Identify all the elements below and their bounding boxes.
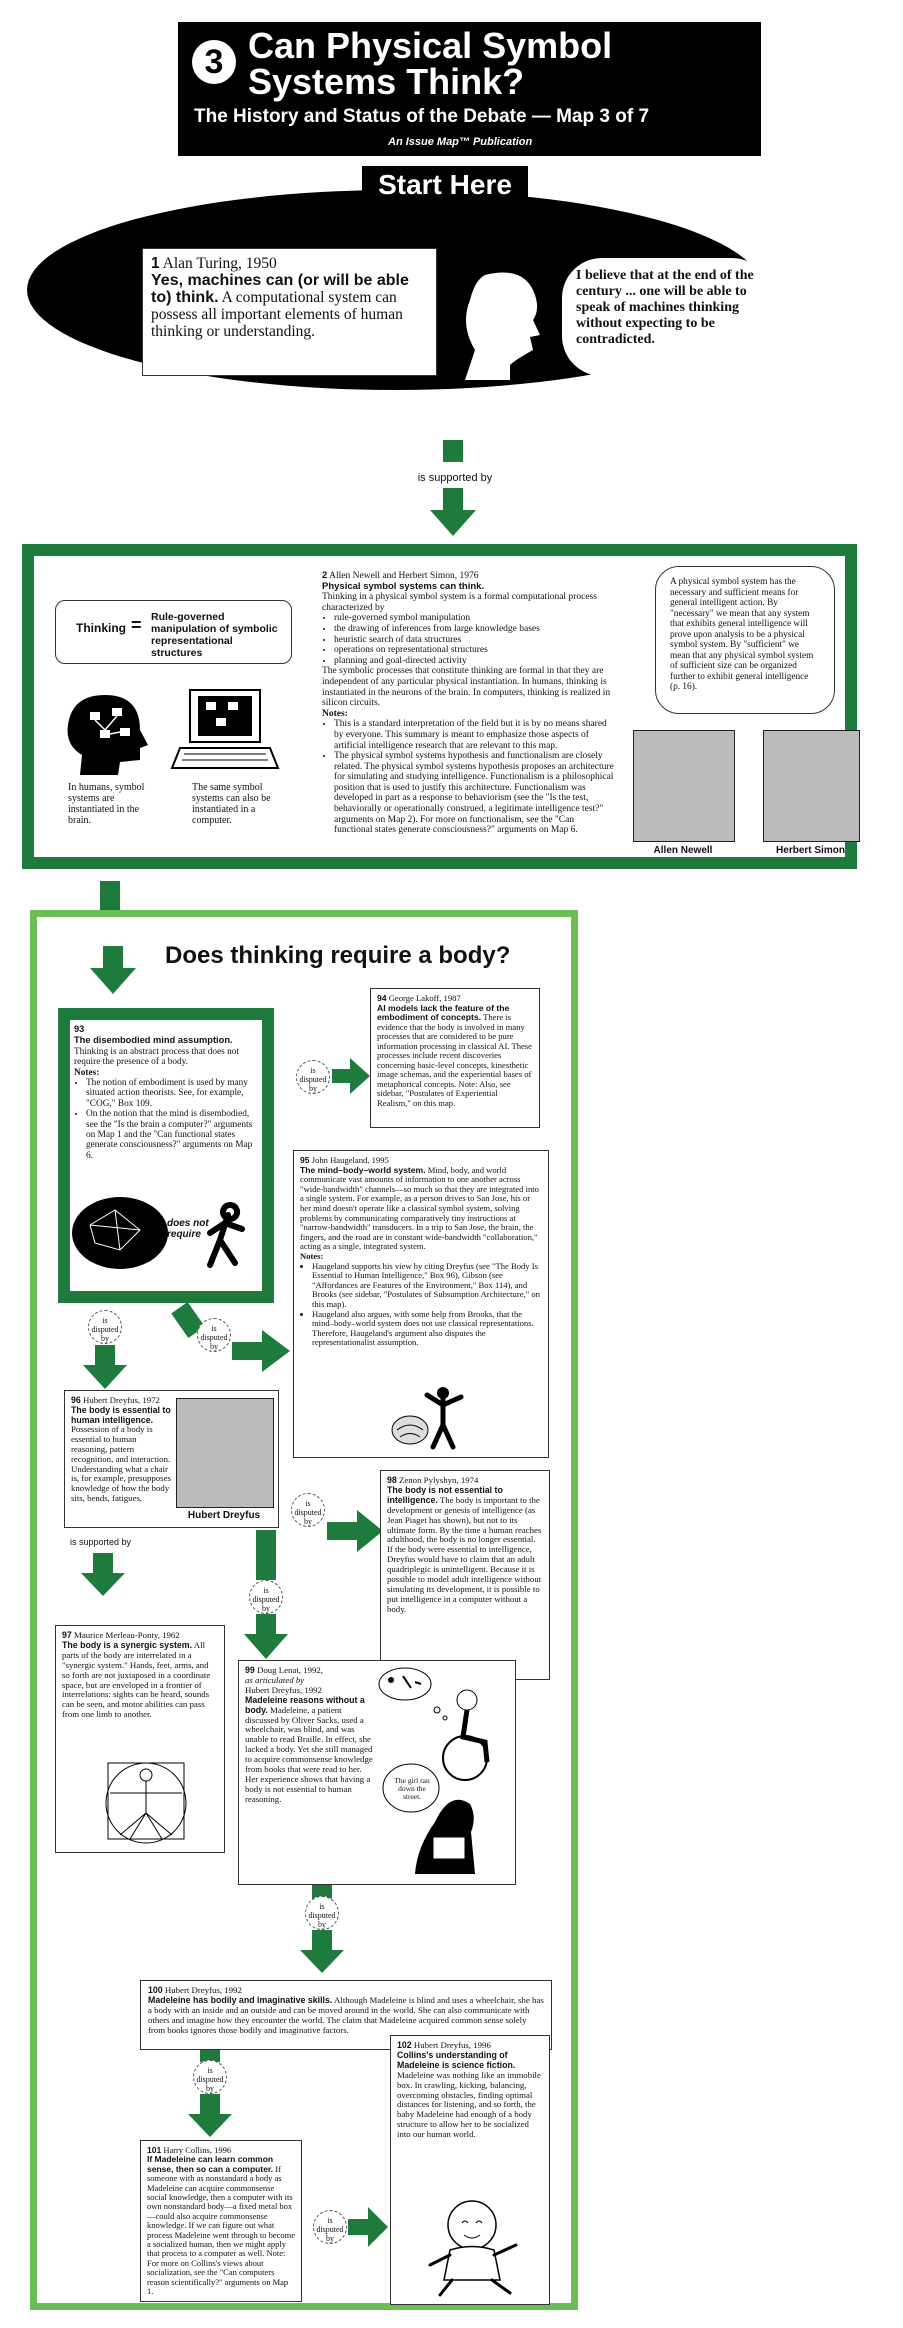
turing-text: A computational system can possess all important elements of human thinking or understanding. bbox=[151, 289, 403, 340]
claim-100-number: 100 bbox=[148, 1985, 163, 1995]
herbert-simon-photo bbox=[763, 730, 860, 842]
arrow-down-icon bbox=[80, 1553, 126, 1597]
pss-after: The symbolic processes that constitute thinking are formal in that they are independent of any particular physical instantiation. In humans, thinking is instantiated in the neurons of the brain. In computers, thinking is realized in silicon circuits. bbox=[322, 666, 611, 709]
hubert-dreyfus-name: Hubert Dreyfus bbox=[187, 1510, 261, 1521]
claim-98-box[interactable] bbox=[380, 1470, 550, 1680]
pss-quote-bubble bbox=[655, 566, 835, 714]
claim-93-title: The disembodied mind assumption. bbox=[74, 1035, 233, 1046]
disputed-badge: is disputed by bbox=[291, 1493, 325, 1527]
connector-stem bbox=[443, 440, 463, 462]
map-title: Can Physical Symbol Systems Think? bbox=[248, 25, 613, 102]
hubert-dreyfus-photo bbox=[176, 1398, 274, 1508]
claim-101-title: If Madeleine can learn common sense, then so can a computer. bbox=[147, 2154, 274, 2174]
equals-sign: = bbox=[131, 615, 142, 635]
claim-93-notes bbox=[74, 1078, 259, 1161]
pss-bullet: • planning and goal-directed activity bbox=[334, 656, 614, 667]
connector-stem bbox=[256, 1530, 276, 1580]
pss-note: • The physical symbol systems hypothesis and functionalism are closely related. The physical symbol systems hypothesis proposes an architecture for simulating and studying intelligence. Functionalism is a philosophical position that is used to justify this architecture. Functionalism was developed in part as a response to behaviorism (see the "Is the test, behaviorally or operationally construed, a legitimate intelligence test?" arguments on Map 2). For more on functionalism, see the "Can functional states generate consciousness?" arguments on Map 6. bbox=[334, 751, 614, 836]
turing-quote-bubble bbox=[562, 258, 772, 376]
turing-author: Alan Turing, 1950 bbox=[162, 255, 277, 272]
claim-94-text: There is evidence that the body is involved in many processes that are considered to be pure information processing in classical AI. These processes include recent discoveries concerning basic-level concepts, kinesthetic image schemas, and the experiential bases of metaphorical concepts. bbox=[377, 1012, 532, 1089]
arrow-right-icon bbox=[332, 1056, 372, 1096]
pss-claim: Physical symbol systems can think. bbox=[322, 580, 485, 592]
disputed-badge: is disputed by bbox=[193, 2060, 227, 2094]
pss-quote: A physical symbol system has the necessary and sufficient means for general intelligent action. By "necessary" we mean that any system that exhibits general intelligence will prove upon analysis to be a physical symbol system. By "sufficient" we mean that any physical symbol system of sufficient size can be organized further to exhibit general intelligence (p. 16). bbox=[670, 577, 814, 692]
claim-100-text: Although Madeleine is blind and uses a wheelchair, she has a body with an inside and an outside and can be moved around in the world. She can also communicate with others and imagine how they encounter the world. The claim that Madeleine acquired common sense solely from books ignores those bodily and imaginative factors. bbox=[148, 1994, 544, 2035]
arrow-down-icon bbox=[428, 488, 478, 538]
claim-99-articulated: as articulated by bbox=[245, 1674, 305, 1685]
supported-label-1: is supported by bbox=[417, 472, 493, 484]
pss-notes-list bbox=[322, 719, 614, 836]
turing-claim-number: 1 bbox=[151, 255, 160, 272]
claim-101-number: 101 bbox=[147, 2145, 162, 2155]
claim-99-text: Madeleine, a patient discussed by Oliver Sacks, used a wheelchair, was blind, and was unable to read Braille. In effect, she lacked a body. Yet she still managed to acquire commonsense knowledge from books that were read to her. Her experience shows that having a body is not essential to human reasoning. bbox=[245, 1704, 373, 1804]
publisher-label: An Issue Map™ Publication bbox=[388, 136, 533, 148]
turing-claim: Yes, machines can (or will be able to) think. bbox=[151, 272, 409, 306]
claim-93-text: Thinking is an abstract process that does not require the presence of a body. bbox=[74, 1046, 239, 1068]
section-title: Does thinking require a body? bbox=[165, 942, 511, 969]
arrow-down-icon bbox=[243, 1614, 289, 1660]
arrow-down-icon bbox=[82, 1345, 128, 1390]
disputed-badge: is disputed by bbox=[305, 1896, 339, 1930]
claim-96-number: 96 bbox=[71, 1395, 81, 1405]
turing-quote: I believe that at the end of the century ... one will be able to speak of machines thinking without expecting to be contradicted. bbox=[576, 268, 754, 347]
disputed-badge: is disputed by bbox=[296, 1060, 330, 1094]
claim-102-number: 102 bbox=[397, 2040, 412, 2050]
supported-label-3: is supported by bbox=[70, 1537, 132, 1547]
claim-97-title: The body is a synergic system. bbox=[62, 1639, 193, 1650]
allen-newell-photo bbox=[633, 730, 735, 842]
map-subtitle: The History and Status of the Debate — Map 3 of 7 bbox=[194, 106, 650, 127]
computer-icon bbox=[170, 688, 280, 778]
turing-name: Alan Turing bbox=[474, 388, 546, 403]
allen-newell-name: Allen Newell bbox=[653, 845, 713, 856]
claim-95-note: • Haugeland supports his view by citing Dreyfus (see "The Body Is Essential to Human Intelligence," Box 96), Gibson (see "Affordances are Features of the Environment," Box 114), and Brooks (see sidebar, "Postulates of Subsumption Architecture," on this map). bbox=[312, 1262, 542, 1310]
pss-bullet: • heuristic search of data structures bbox=[334, 635, 614, 646]
claim-99-author2: Hubert Dreyfus, 1992 bbox=[245, 1684, 322, 1695]
claim-97-author: Maurice Merleau-Ponty, 1962 bbox=[74, 1630, 180, 1640]
claim-95-notes bbox=[300, 1262, 542, 1348]
claim-95-note: • Haugeland also argues, with some help from Brooks, that the mind–body–world system does not use classical representations. Therefore, Haugeland's argument also disputes the representationalist assumption. bbox=[312, 1310, 542, 1348]
claim-93-graphic-label: does not require bbox=[167, 1218, 209, 1240]
pss-note: • This is a standard interpretation of the field but it is by no means shared by everyone. This summary is meant to emphasize those aspects of artificial intelligence research that are relevant to this map. bbox=[334, 719, 614, 751]
turing-silhouette-icon bbox=[455, 265, 565, 385]
pss-claim-box[interactable] bbox=[322, 571, 614, 836]
thinking-label: Thinking bbox=[76, 621, 126, 635]
pss-bullet-list bbox=[322, 613, 614, 666]
map-number-badge: 3 bbox=[192, 40, 236, 84]
claim-100-author: Hubert Dreyfus, 1992 bbox=[164, 1985, 242, 1995]
connector-stem bbox=[100, 881, 120, 911]
thinking-definition: Rule-governed manipulation of symbolic representational structures bbox=[151, 611, 278, 659]
claim-101-author: Harry Collins, 1996 bbox=[163, 2145, 232, 2155]
arrow-down-icon bbox=[187, 2094, 233, 2138]
claim-93-notes-label: Notes: bbox=[74, 1067, 100, 1078]
pss-intro: Thinking in a physical symbol system is a formal computational process characterized by bbox=[322, 592, 597, 613]
claim-96-text: Possession of a body is essential to human reasoning, pattern recognition, and interaction. Understanding what a chair is, for example, presupposes knowledge of how the body sits, bends, fatigues, bbox=[71, 1424, 171, 1503]
pss-bullet: • the drawing of inferences from large knowledge bases bbox=[334, 624, 614, 635]
claim-94-number: 94 bbox=[377, 993, 387, 1003]
claim-101-box[interactable] bbox=[140, 2140, 302, 2302]
vitruvian-man-icon bbox=[100, 1755, 192, 1847]
arrow-right-icon bbox=[232, 1328, 292, 1374]
claim-98-number: 98 bbox=[387, 1475, 397, 1485]
claim-93-note: • The notion of embodiment is used by many situated action theorists. See, for example, "COG," Box 109. bbox=[86, 1078, 259, 1109]
claim-93-note: • On the notion that the mind is disembodied, see the "Is the brain a computer?" arguments on Map 1 and the "Can functional states generate consciousness?" arguments on Map 6. bbox=[86, 1109, 259, 1161]
claim-96-title: The body is essential to human intelligence. bbox=[71, 1404, 171, 1425]
claim-95-number: 95 bbox=[300, 1155, 310, 1165]
disputed-badge: is disputed by bbox=[249, 1580, 283, 1614]
claim-95-author: John Haugeland, 1995 bbox=[311, 1155, 389, 1165]
brain-person-icon bbox=[385, 1385, 475, 1450]
pss-notes-label: Notes: bbox=[322, 708, 348, 719]
claim-98-title: The body is not essential to intelligence. bbox=[387, 1484, 503, 1505]
claim-96-author: Hubert Dreyfus, 1972 bbox=[83, 1395, 160, 1405]
disputed-badge: is disputed by bbox=[197, 1318, 231, 1352]
claim-97-text: All parts of the body are interrelated in a "synergic system." Hands, feet, arms, and so forth are not juxtaposed in a coordinate space, but are enveloped in a frontier of interrelations: sights can be heard, sounds can be seen, and motor abilities can pass from one limb to another. bbox=[62, 1639, 211, 1720]
claim-98-author: Zenon Pylyshyn, 1974 bbox=[399, 1475, 479, 1485]
claim-99-number: 99 bbox=[245, 1665, 255, 1675]
arrow-right-icon bbox=[348, 2205, 390, 2249]
herbert-simon-name: Herbert Simon bbox=[776, 845, 845, 856]
arrow-down-icon bbox=[299, 1930, 345, 1974]
baby-icon bbox=[420, 2195, 530, 2300]
claim-101-text: If someone with as nonstandard a body as Madeleine can acquire commonsense social knowledge, then a computer with its own nonstandard body—a fixed metal box—could also acquire commonsense knowledge. If we can figure out what process Madeleine went through to become a socialized human, then we might apply that process to a computer as well. bbox=[147, 2163, 295, 2259]
claim-97-number: 97 bbox=[62, 1630, 72, 1640]
claim-94-author: George Lakoff, 1987 bbox=[388, 993, 461, 1003]
humans-caption: In humans, symbol systems are instantiated in the brain. bbox=[68, 782, 145, 826]
claim-93-number: 93 bbox=[74, 1024, 85, 1034]
claim-94-title: AI models lack the feature of the embodiment of concepts. bbox=[377, 1002, 510, 1022]
claim-93-box[interactable] bbox=[74, 1024, 259, 1161]
claim-102-author: Hubert Dreyfus, 1996 bbox=[413, 2040, 491, 2050]
claim-102-text: Madeleine was nothing like an immobile box. In crawling, kicking, balancing, overcoming obstacles, finding optimal distances for listening, and so forth, the baby Madeleine had enough of a body structure to allow her to be socialized into our human world. bbox=[397, 2069, 541, 2140]
pss-author: Allen Newell and Herbert Simon, 1976 bbox=[329, 571, 479, 581]
claim-102-title: Collins's understanding of Madeleine is science fiction. bbox=[397, 2049, 516, 2070]
claim-100-title: Madeleine has bodily and imaginative skills. bbox=[148, 1994, 333, 2005]
wheelchair-reader-icon bbox=[375, 1662, 510, 1877]
disputed-badge: is disputed by bbox=[88, 1310, 122, 1344]
head-symbols-icon bbox=[60, 690, 150, 780]
claim-94-box[interactable] bbox=[370, 988, 540, 1128]
claim-94-note: Note: Also, see sidebar, "Postulates of Experiential Realism," on this map. bbox=[377, 1078, 511, 1108]
claim-101-note: Note: For more on Collins's views about socialization, see the "Can computers reason scientifically?" arguments on Map 1. bbox=[147, 2248, 289, 2297]
start-here-label: Start Here bbox=[362, 166, 528, 204]
claim-95-text: Mind, body, and world communicate vast amounts of information to one another across "wide-bandwidth" channels—so much so that they are integrated into a single system. For example, as a person drives to San Jose, his or her mind doesn't operate like a classical symbol system, solving problems by communicating comparatively tiny instructions at "narrow-bandwidth" transducers. In a trip to San Jose, the brain, the fingers, and the road are in constant wide-bandwidth "collaboration," acting as a single, integrated system. bbox=[300, 1164, 539, 1252]
pss-bullet: • operations on representational structures bbox=[334, 645, 614, 656]
pss-claim-number: 2 bbox=[322, 570, 328, 581]
computer-caption: The same symbol systems can also be instantiated in a computer. bbox=[192, 782, 271, 826]
turing-claim-box[interactable] bbox=[142, 248, 437, 376]
disputed-badge: is disputed by bbox=[313, 2210, 347, 2244]
pss-bullet: • rule-governed symbol manipulation bbox=[334, 613, 614, 624]
header-banner bbox=[178, 22, 761, 156]
arrow-right-icon bbox=[327, 1508, 385, 1554]
thinking-definition-box bbox=[55, 600, 292, 664]
claim-99-author: Doug Lenat, 1992, bbox=[257, 1665, 323, 1675]
claim-99-title: Madeleine reasons without a body. bbox=[245, 1694, 365, 1715]
arrow-down-icon bbox=[88, 946, 138, 996]
claim-95-title: The mind–body–world system. bbox=[300, 1164, 426, 1175]
claim-95-notes-label: Notes: bbox=[300, 1250, 324, 1261]
claim-98-text: The body is important to the development or genesis of intelligence (as Jean Piaget has shown), but not to its ultimate form. By the time a human reaches adulthood, the body is no longer essential. If the body were essential to intelligence, Dreyfus would have to claim that an adult quadriplegic is unintelligent. Because it is possible to model adult intelligence without simulating its development, it is possible to put intelligence in a computer without a body. bbox=[387, 1494, 542, 1614]
madeleine-speech: The girl ran down the street. bbox=[394, 1776, 430, 1801]
